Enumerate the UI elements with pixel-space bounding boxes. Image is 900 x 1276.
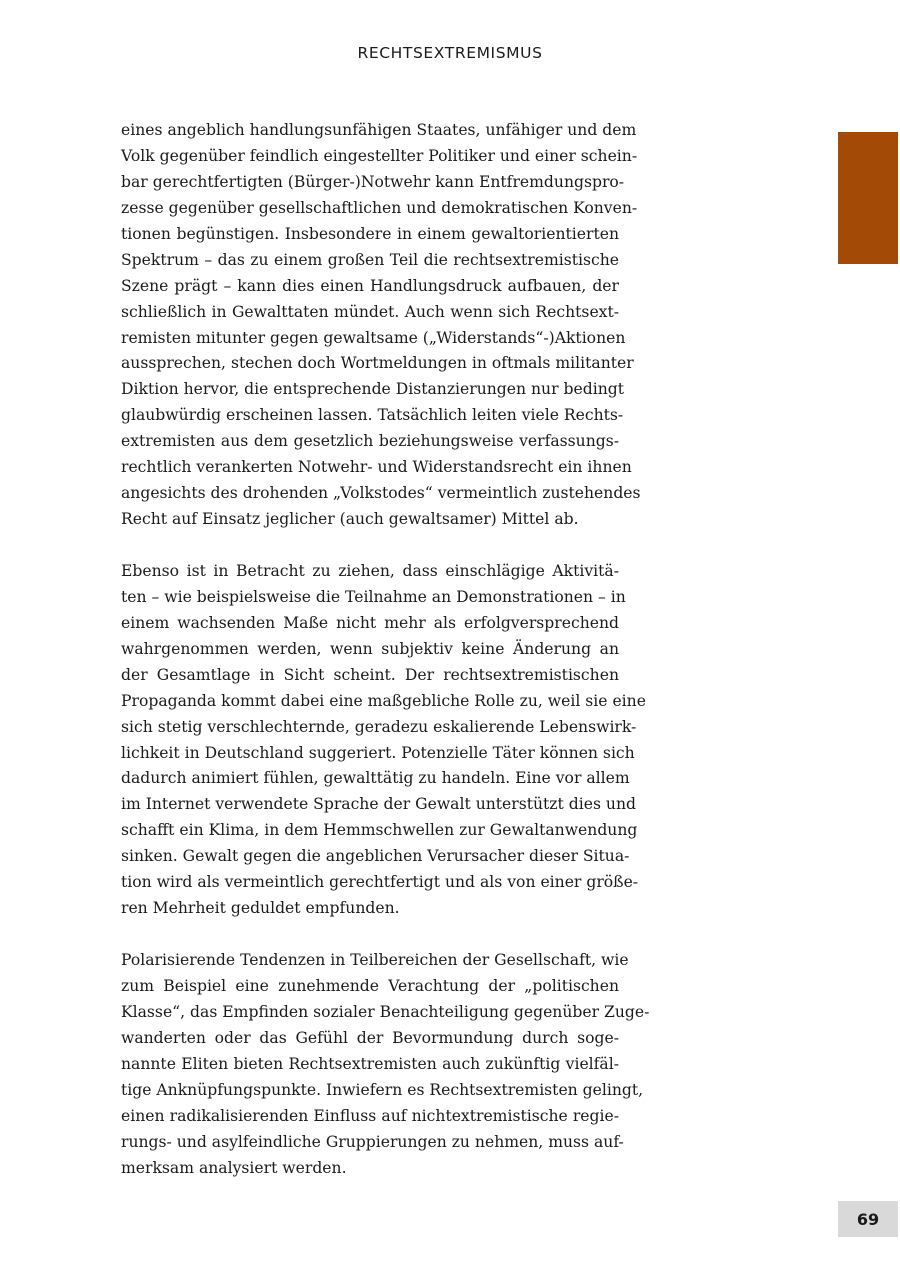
paragraph-1 (121, 118, 641, 533)
text-line: Ebenso ist in Betracht zu ziehen, dass einschlägige Aktivitä- (121, 561, 619, 580)
text-line: Volk gegenüber feindlich eingestellter Politiker und einer schein- (121, 146, 638, 165)
body-text (121, 118, 650, 1207)
text-line: Diktion hervor, die entsprechende Distanzierungen nur bedingt (121, 380, 624, 399)
text-line: bar gerechtfertigten (Bürger-)Notwehr kann Entfremdungspro- (121, 172, 625, 191)
text-line: nannte Eliten bieten Rechtsextremisten auch zukünftig vielfäl- (121, 1054, 619, 1073)
text-line: glaubwürdig erscheinen lassen. Tatsächlich leiten viele Rechts- (121, 406, 624, 425)
text-line: tionen begünstigen. Insbesondere in einem gewaltorientierten (121, 224, 619, 243)
text-line: rungs- und asylfeindliche Gruppierungen zu nehmen, muss auf- (121, 1132, 624, 1151)
text-line: merksam analysiert werden. (121, 1158, 347, 1177)
page-number: 69 (838, 1201, 898, 1237)
running-header: RECHTSEXTREMISMUS (357, 44, 543, 62)
text-line: Klasse“, das Empfinden sozialer Benachteiligung gegenüber Zuge- (121, 1002, 650, 1021)
text-line: zum Beispiel eine zunehmende Verachtung der „politischen (121, 976, 619, 995)
text-line: tige Anknüpfungspunkte. Inwiefern es Rechtsextremisten gelingt, (121, 1080, 644, 1099)
text-line: sich stetig verschlechternde, geradezu eskalierende Lebenswirk- (121, 717, 637, 736)
text-line: einem wachsenden Maße nicht mehr als erfolgversprechend (121, 613, 619, 632)
text-line: Szene prägt – kann dies einen Handlungsdruck aufbauen, der (121, 276, 619, 295)
text-line: wahrgenommen werden, wenn subjektiv keine Änderung an (121, 639, 619, 658)
text-line: tion wird als vermeintlich gerechtfertigt und als von einer größe- (121, 873, 639, 892)
text-line: der Gesamtlage in Sicht scheint. Der rechtsextremistischen (121, 665, 619, 684)
text-line: im Internet verwendete Sprache der Gewalt unterstützt dies und (121, 795, 636, 814)
text-line: sinken. Gewalt gegen die angeblichen Verursacher dieser Situa- (121, 847, 630, 866)
text-line: Spektrum – das zu einem großen Teil die rechtsextremistische (121, 250, 619, 269)
text-line: zesse gegenüber gesellschaftlichen und demokratischen Konven- (121, 198, 638, 217)
text-line: ten – wie beispielsweise die Teilnahme an Demonstrationen – in (121, 587, 626, 606)
text-line: schließlich in Gewalttaten mündet. Auch wenn sich Rechtsext- (121, 302, 619, 321)
text-line: Polarisierende Tendenzen in Teilbereichen der Gesellschaft, wie (121, 951, 629, 969)
text-line: remisten mitunter gegen gewaltsame („Widerstands“-)Aktionen (121, 328, 626, 347)
text-line: extremisten aus dem gesetzlich beziehungsweise verfassungs- (121, 432, 619, 451)
paragraph-3 (121, 948, 650, 1181)
text-line: eines angeblich handlungsunfähigen Staates, unfähiger und dem (121, 121, 637, 139)
text-line: rechtlich verankerten Notwehr- und Widerstandsrecht ein ihnen (121, 458, 632, 477)
text-line: einen radikalisierenden Einfluss auf nichtextremistische regie- (121, 1106, 619, 1125)
text-line: wanderten oder das Gefühl der Bevormundung durch soge- (121, 1028, 619, 1047)
text-line: lichkeit in Deutschland suggeriert. Potenzielle Täter können sich (121, 743, 635, 762)
text-line: angesichts des drohenden „Volkstodes“ vermeintlich zustehendes (121, 484, 641, 503)
paragraph-2 (121, 559, 646, 922)
text-line: aussprechen, stechen doch Wortmeldungen in oftmals militanter (121, 354, 634, 373)
text-line: schafft ein Klima, in dem Hemmschwellen zur Gewaltanwendung (121, 821, 638, 840)
text-line: Recht auf Einsatz jeglicher (auch gewaltsamer) Mittel ab. (121, 510, 579, 529)
text-line: dadurch animiert fühlen, gewalttätig zu handeln. Eine vor allem (121, 769, 630, 788)
chapter-tab-marker (838, 132, 898, 264)
text-line: Propaganda kommt dabei eine maßgebliche Rolle zu, weil sie eine (121, 691, 646, 710)
text-line: ren Mehrheit geduldet empfunden. (121, 899, 400, 918)
